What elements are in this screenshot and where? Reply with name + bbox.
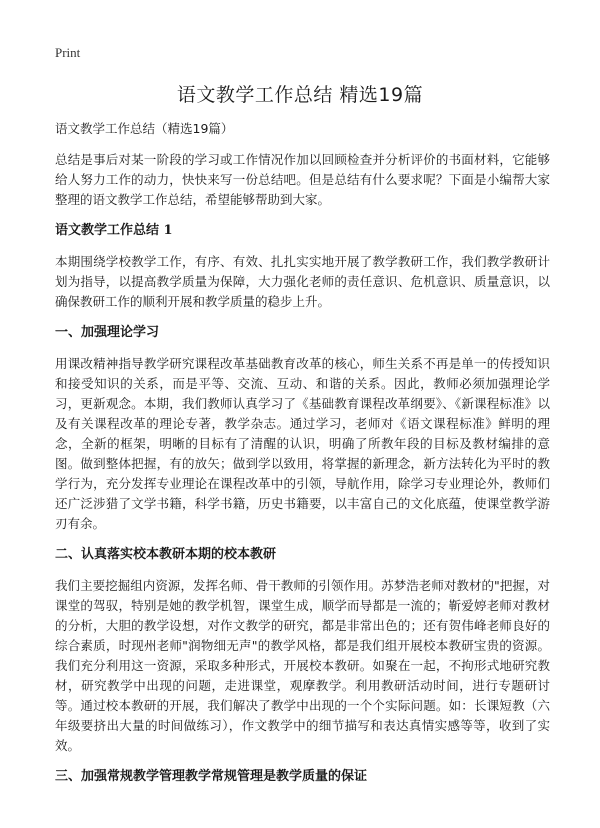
article-subtitle: 语文教学工作总结（精选19篇） [55, 121, 234, 136]
article-body [55, 120, 550, 798]
print-link[interactable]: Print [55, 45, 81, 60]
heading-theory-study: 一、加强理论学习 [55, 325, 160, 340]
section-title: 语文教学工作总结 1 [55, 223, 173, 238]
heading-school-research: 二、认真落实校本教研本期的校本教研 [55, 547, 277, 562]
heading-routine-management: 三、加强常规教学管理教学常规管理是教学质量的保证 [55, 769, 368, 784]
paragraph-theory-study: 用课改精神指导教学研究课程改革基础教育改革的核心，师生关系不再是单一的传授知识和接受知识的关系，而是平等、交流、互动、和谐的关系。因此，教师必须加强理论学习，更新观念。本期，我们教师认真学习了《基础教育课程改革纲要》、《新课程标准》以及有关课程改革的理论专著，教学杂志。通过学习，老师对《语文课程标准》鲜明的理念，全新的框架，明晰的目标有了清醒的认识，明确了所教年段的目标及教材编排的意图。做到整体把握，有的放矢；做到学以致用，将掌握的新理念，新方法转化为平时的教学行为，充分发挥专业理论在课程改革中的引领，导航作用，除学习专业理论外，教师们还广泛涉猎了文学书籍，科学书籍，历史书籍要，以丰富自己的文化底蕴，使课堂教学游刃有余。 [55, 356, 550, 531]
paragraph-school-research: 我们主要挖掘组内资源，发挥名师、骨干教师的引领作用。苏梦浩老师对教材的"把握，对课堂的驾驭，特别是她的教学机智，课堂生成，顺学而导都是一流的；靳爱婷老师对教材的分析，大胆的教学设想，对作文教学的研究，都是非常出色的；还有贺伟峰老师良好的综合素质，时现州老师"润物细无声"的教学风格，都是我们组开展校本教研宝贵的资源。我们充分利用这一资源，采取多种形式，开展校本教研。如聚在一起，不拘形式地研究教材，研究教学中出现的问题，走进课堂，观摩教学。利用教研活动时间，进行专题研讨等。通过校本教研的开展，我们解决了教学中出现的一个个实际问题。如：长课短教（六年级要挤出大量的时间做练习），作文教学中的细节描写和表达真情实感等等，收到了实效。 [55, 578, 550, 753]
page-title: 语文教学工作总结 精选19篇 [176, 84, 424, 106]
section-intro-paragraph: 本期围绕学校教学工作，有序、有效、扎扎实实地开展了教学教研工作，我们教学教研计划为指导，以提高教学质量为保障，大力强化老师的责任意识、危机意识、质量意识，以确保教研工作的顺利开展和教学质量的稳步上升。 [55, 254, 550, 309]
intro-paragraph: 总结是事后对某一阶段的学习或工作情况作加以回顾检查并分析评价的书面材料，它能够给人努力工作的动力，快快来写一份总结吧。但是总结有什么要求呢？下面是小编帮大家整理的语文教学工作总结，希望能够帮助到大家。 [55, 152, 550, 207]
